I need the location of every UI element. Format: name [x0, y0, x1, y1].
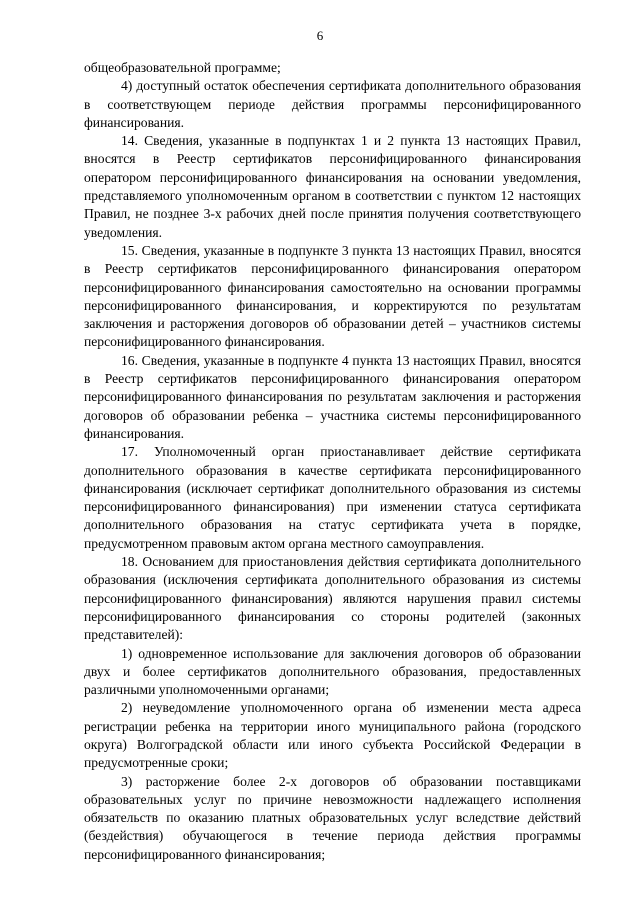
paragraph-18-item-3: 3) расторжение более 2-х договоров об образовании поставщиками образовательных услуг по причине невозможности надлежащего исполнения обязательств по оказанию платных образовательных услуг вследствие действий (бездействия) обучающегося в течение периода действия программы персонифицированного финансирования;	[84, 773, 581, 862]
paragraph-18: 18. Основанием для приостановления действия сертификата дополнительного образования (исключения сертификата дополнительного образования из системы персонифицированного финансирования) являются нарушения правил системы персонифицированного финансирования со стороны родителей (законных представителей):	[84, 554, 581, 643]
page-number: 6	[316, 28, 324, 43]
paragraph-item-4: 4) доступный остаток обеспечения сертификата дополнительного образования в соответствующем периоде действия программы персонифицированного финансирования.	[84, 78, 581, 130]
paragraph-18-item-1: 1) одновременное использование для заключения договоров об образовании двух и более сертификатов дополнительного образования, предоставленных различными уполномоченными органами;	[84, 645, 581, 698]
paragraph-15: 15. Сведения, указанные в подпункте 3 пункта 13 настоящих Правил, вносятся в Реестр сертификатов персонифицированного финансирования оператором персонифицированного финансирования самостоятельно на основании программы персонифицированного финансирования, и корректируются по результатам заключения и расторжения договоров об образовании детей – участников системы персонифицированного финансирования.	[84, 242, 581, 350]
document-body	[84, 59, 581, 864]
paragraph-17: 17. Уполномоченный орган приостанавливает действие сертификата дополнительного образования в качестве сертификата персонифицированного финансирования (исключает сертификат дополнительного образования из системы персонифицированного финансирования) при изменении статуса сертификата дополнительного образования на статус сертификата учета в порядке, предусмотренном правовым актом органа местного самоуправления.	[84, 444, 581, 551]
paragraph-14: 14. Сведения, указанные в подпунктах 1 и 2 пункта 13 настоящих Правил, вносятся в Реестр сертификатов персонифицированного финансирования оператором персонифицированного финансирования на основании уведомления, представляемого уполномоченным органом в соответствии с пунктом 12 настоящих Правил, не позднее 3-х рабочих дней после принятия получения соответствующего уведомления.	[84, 133, 581, 240]
paragraph-continuation: общеобразовательной программе;	[84, 60, 281, 75]
paragraph-18-item-2: 2) неуведомление уполномоченного органа об изменении места адреса регистрации ребенка на территории иного муниципального района (городского округа) Волгоградской области или иного субъекта Российской Федерации в предусмотренные сроки;	[84, 700, 581, 771]
paragraph-16: 16. Сведения, указанные в подпункте 4 пункта 13 настоящих Правил, вносятся в Реестр сертификатов персонифицированного финансирования оператором персонифицированного финансирования по результатам заключения и расторжения договоров об образовании ребенка – участника системы персонифицированного финансирования.	[84, 352, 581, 441]
